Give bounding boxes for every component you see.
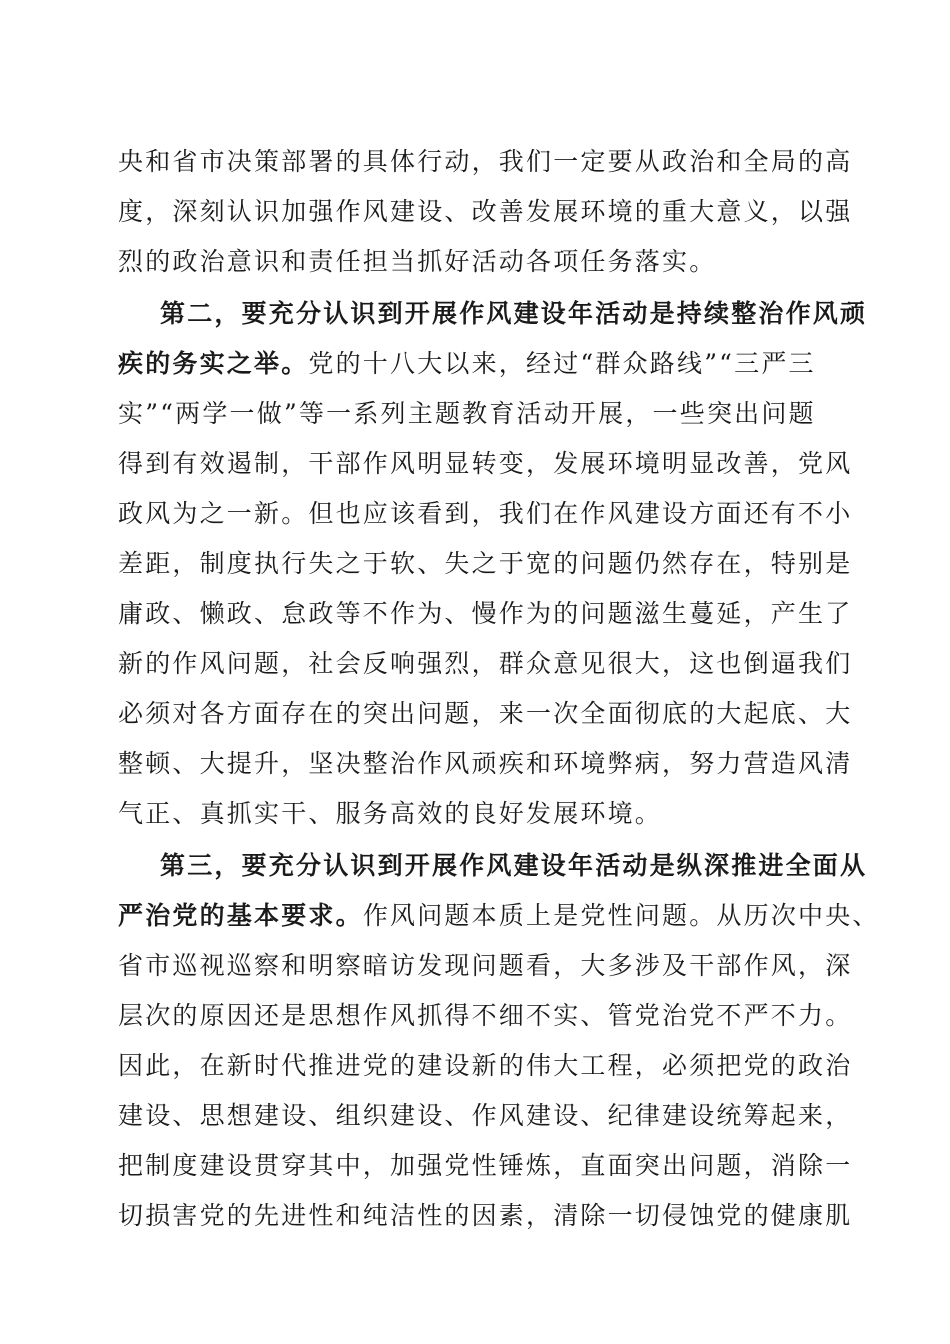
text-line: 庸政、懒政、怠政等不作为、慢作为的问题滋生蔓延，产生了	[118, 599, 853, 628]
text-line	[160, 294, 868, 334]
text-line: 差距，制度执行失之于软、失之于宽的问题仍然存在，特别是	[118, 549, 853, 578]
section-heading: 第三，要充分认识到开展作风建设年活动是纵深推进全面从	[160, 851, 868, 880]
text-line: 建设、思想建设、组织建设、作风建设、纪律建设统筹起来，	[118, 1101, 853, 1130]
text-line: 政风为之一新。但也应该看到，我们在作风建设方面还有不小	[118, 499, 853, 528]
text-line: 新的作风问题，社会反响强烈，群众意见很大，这也倒逼我们	[118, 649, 853, 678]
text-line: 度，深刻认识加强作风建设、改善发展环境的重大意义，以强	[118, 197, 853, 226]
text-line: 层次的原因还是思想作风抓得不细不实、管党治党不严不力。	[118, 1001, 853, 1030]
text-line: 必须对各方面存在的突出问题，来一次全面彻底的大起底、大	[118, 699, 853, 728]
text-line: 切损害党的先进性和纯洁性的因素，清除一切侵蚀党的健康肌	[118, 1201, 853, 1230]
text-line: 严治党的基本要求。作风问题本质上是党性问题。从历次中央、	[118, 901, 880, 930]
text-line: 央和省市决策部署的具体行动，我们一定要从政治和全局的高	[118, 147, 853, 176]
section-heading: 疾的务实之举。	[118, 349, 309, 378]
section-heading: 严治党的基本要求。	[118, 901, 363, 930]
text-line: 烈的政治意识和责任担当抓好活动各项任务落实。	[118, 247, 717, 276]
text-line: 得到有效遏制，干部作风明显转变，发展环境明显改善，党风	[118, 449, 853, 478]
text-line: 气正、真抓实干、服务高效的良好发展环境。	[118, 799, 663, 828]
text-line	[160, 846, 868, 886]
text-line: 疾的务实之举。党的十八大以来，经过“群众路线”“三严三	[118, 349, 816, 378]
text-line: 整顿、大提升，坚决整治作风顽疾和环境弊病，努力营造风清	[118, 749, 853, 778]
text-line: 实”“两学一做”等一系列主题教育活动开展，一些突出问题	[118, 399, 816, 428]
text-line: 把制度建设贯穿其中，加强党性锤炼，直面突出问题，消除一	[118, 1151, 853, 1180]
section-heading: 第二，要充分认识到开展作风建设年活动是持续整治作风顽	[160, 299, 868, 328]
text-line: 省市巡视巡察和明察暗访发现问题看，大多涉及干部作风，深	[118, 951, 853, 980]
text-line: 因此，在新时代推进党的建设新的伟大工程，必须把党的政治	[118, 1051, 853, 1080]
